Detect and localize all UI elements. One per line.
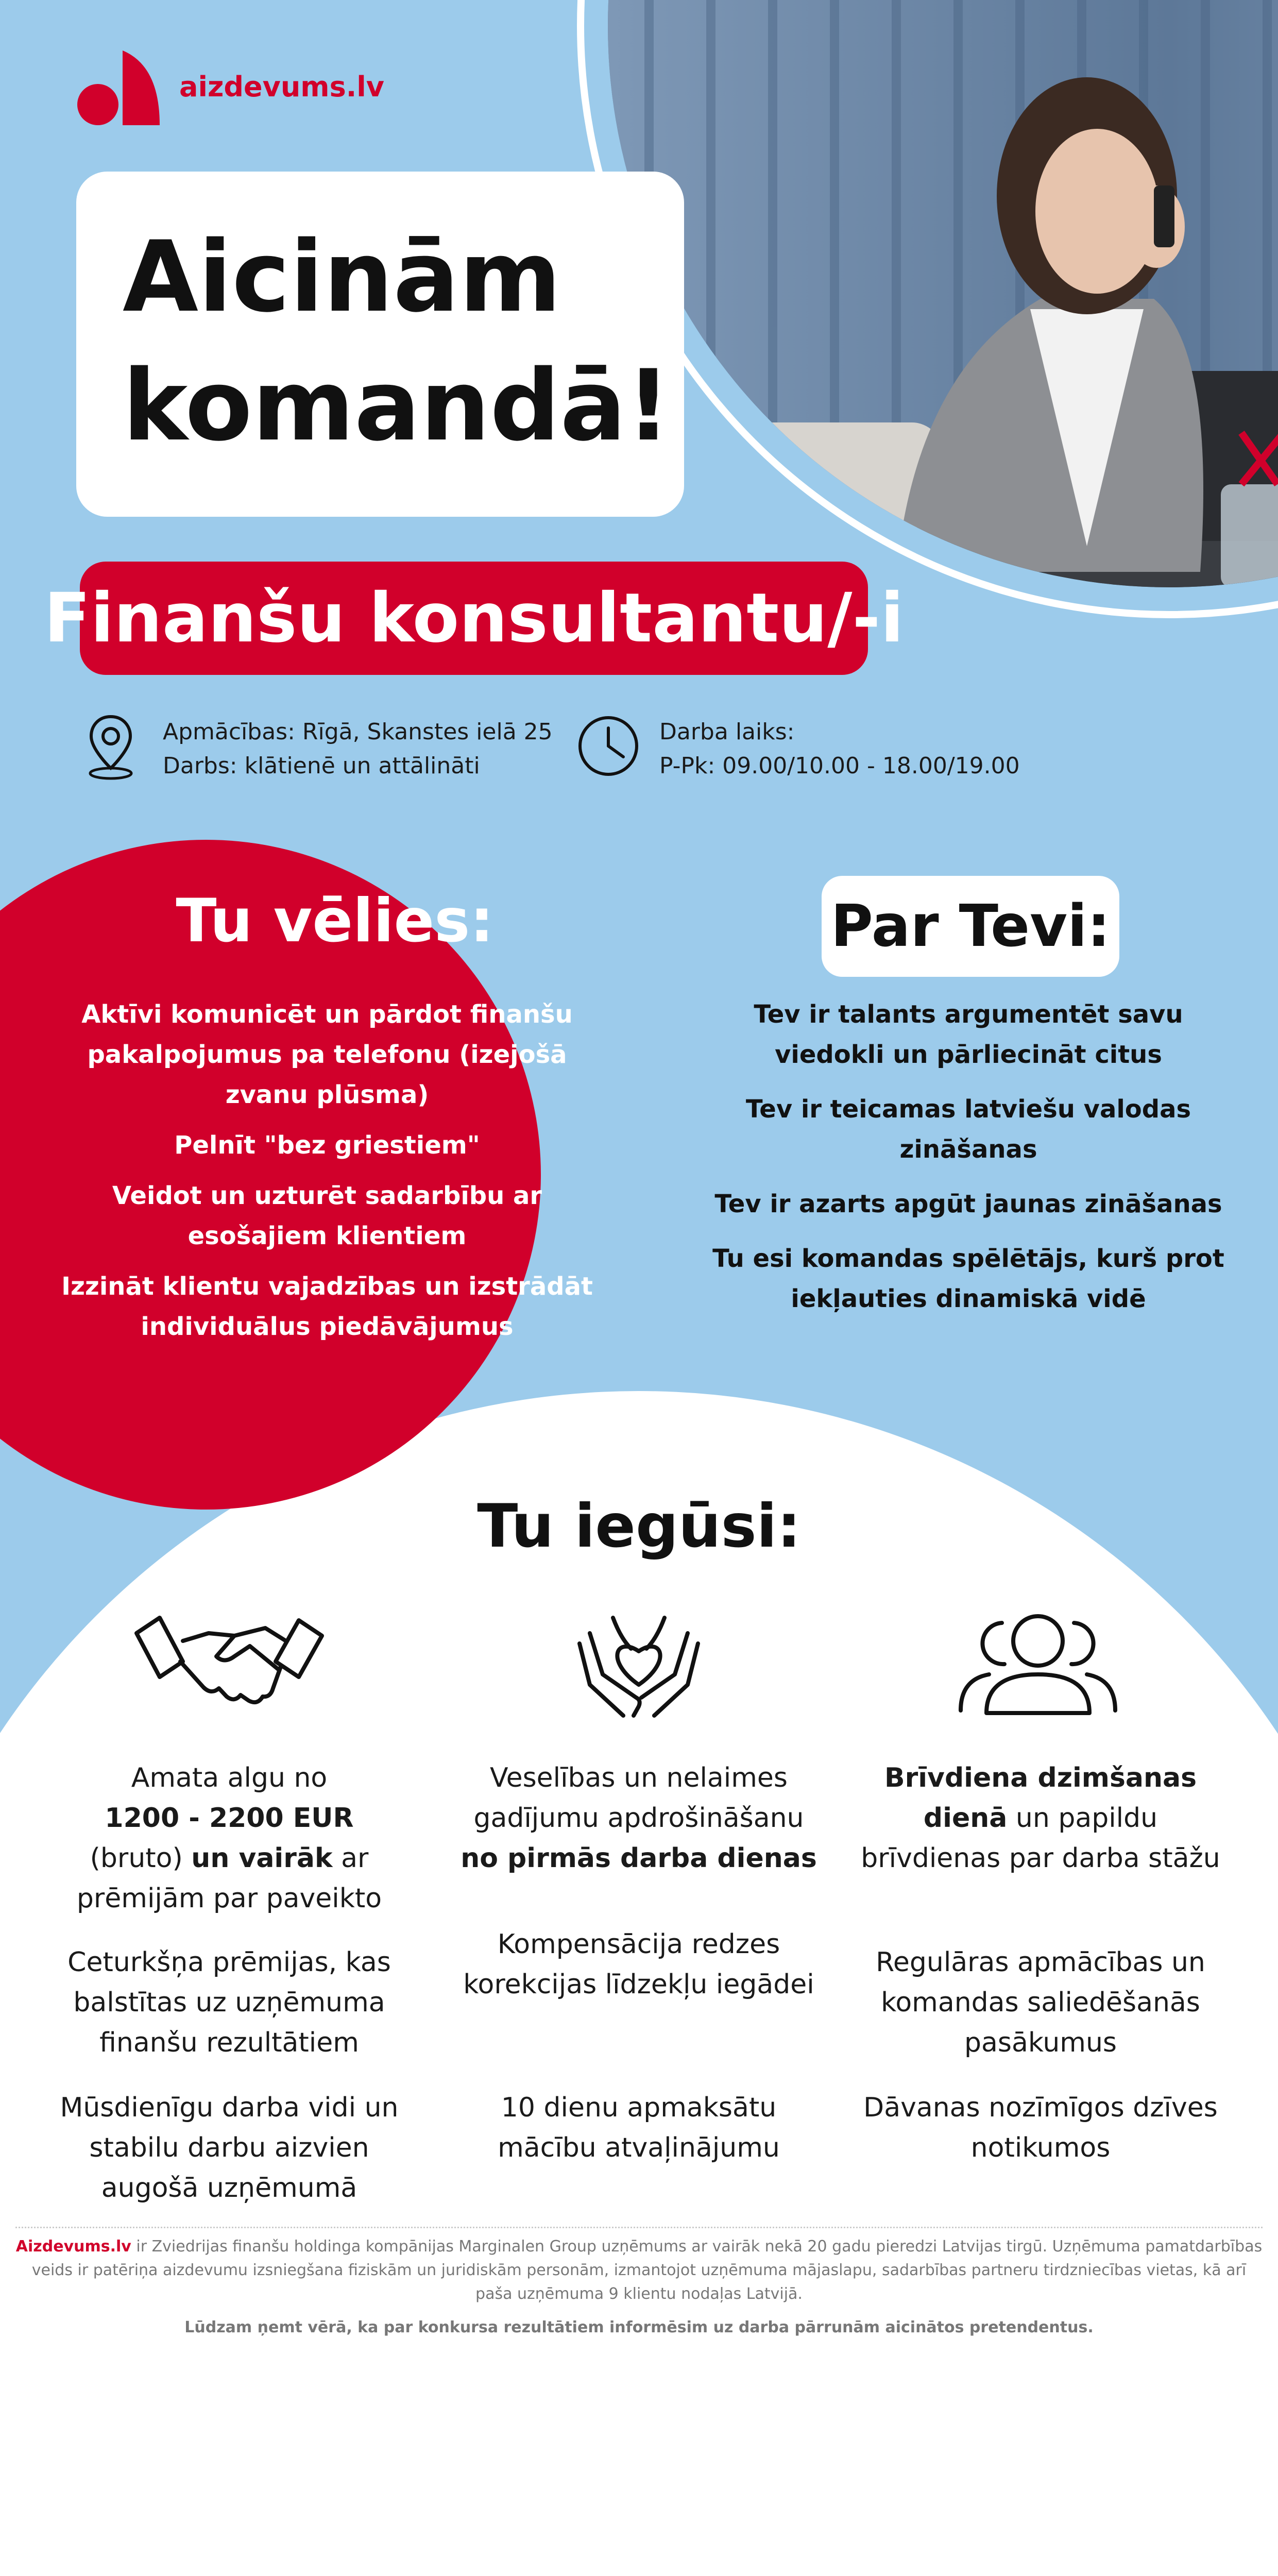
headline-line-1: Aicinām — [123, 220, 561, 334]
benefit-work-environment: Mūsdienīgu darba vidi un stabilu darbu aizvien augošā uzņēmumā — [60, 2092, 399, 2204]
location-info — [163, 715, 553, 783]
wants-item: Aktīvi komunicēt un pārdot finanšu pakalpojumus pa telefonu (izejošā zvanu plūsma) — [81, 1000, 573, 1109]
about-list — [695, 994, 1241, 1333]
benefit-insurance — [458, 1758, 819, 1878]
logo-text: aizdevums.lv — [179, 70, 384, 103]
benefit-study-leave: 10 dienu apmaksātu mācību atvaļinājumu — [498, 2092, 780, 2163]
hours-info — [659, 715, 1020, 783]
about-heading-box — [822, 876, 1119, 977]
role-banner — [44, 562, 904, 675]
clock-icon — [576, 714, 641, 778]
wants-list — [57, 994, 598, 1357]
birthday-text-b: un papildu brīvdienas par darba stāžu — [861, 1803, 1220, 1874]
hours-line-2: P-Pk: 09.00/10.00 - 18.00/19.00 — [659, 753, 1020, 779]
role-title: Finanšu konsultantu/-i — [44, 579, 904, 658]
team-icon — [956, 1607, 1120, 1716]
hours-line-1: Darba laiks: — [659, 719, 795, 745]
about-item: Tu esi komandas spēlētājs, kurš prot iekļauties dinamiskā vidē — [712, 1244, 1224, 1313]
salary-text-e: ar prēmijām par paveikto — [76, 1843, 382, 1914]
wants-item: Veidot un uzturēt sadarbību ar esošajiem klientiem — [112, 1181, 542, 1250]
benefit-birthday-leave — [860, 1758, 1221, 1878]
footer-note: Lūdzam ņemt vērā, ka par konkursa rezultātiem informēsim uz darba pārrunām aicinātos pretendentus. — [184, 2318, 1094, 2336]
location-line-1: Apmācības: Rīgā, Skanstes ielā 25 — [163, 719, 553, 745]
about-heading: Par Tevi: — [830, 893, 1111, 960]
brand-logo[interactable] — [77, 45, 384, 128]
footer-brand: Aizdevums.lv — [15, 2238, 131, 2256]
location-line-2: Darbs: klātienē un attālināti — [163, 753, 480, 779]
salary-text-c: (bruto) — [90, 1843, 183, 1874]
headline-line-2: komandā! — [123, 349, 671, 463]
about-item: Tev ir talants argumentēt savu viedokli un pārliecināt citus — [754, 1000, 1183, 1069]
benefit-salary — [49, 1758, 410, 1919]
insurance-text-b: no pirmās darba dienas — [461, 1843, 817, 1874]
woman-on-phone-photo — [608, 0, 1278, 587]
headline-box — [76, 172, 684, 517]
wants-item: Pelnīt "bez griestiem" — [174, 1131, 480, 1160]
footer-text — [15, 2235, 1263, 2306]
hands-heart-icon — [574, 1607, 703, 1721]
wants-item: Izzināt klientu vajadzības un izstrādāt individuālus piedāvājumus — [61, 1272, 593, 1341]
salary-range: 1200 - 2200 EUR — [105, 1803, 354, 1834]
salary-text-d: un vairāk — [191, 1843, 333, 1874]
benefit-quarterly-bonus: Ceturkšņa prēmijas, kas balstītas uz uzņēmuma finanšu rezultātiem — [67, 1947, 391, 2058]
gains-heading: Tu iegūsi: — [477, 1492, 801, 1561]
about-item: Tev ir teicamas latviešu valodas zināšanas — [745, 1095, 1191, 1164]
about-item: Tev ir azarts apgūt jaunas zināšanas — [714, 1190, 1222, 1218]
salary-text-a: Amata algu no — [131, 1762, 328, 1793]
benefit-vision-compensation: Kompensācija redzes korekcijas līdzekļu iegādei — [463, 1929, 814, 2000]
wants-heading: Tu vēlies: — [176, 886, 494, 956]
logo-mark-icon — [77, 45, 165, 128]
birthday-text-a: Brīvdiena dzimšanas dienā — [884, 1762, 1197, 1834]
handshake-icon — [131, 1605, 327, 1713]
location-pin-icon — [85, 713, 137, 782]
insurance-text-a: Veselības un nelaimes gadījumu apdrošināšanu — [473, 1762, 804, 1834]
footer-divider — [15, 2227, 1263, 2228]
benefit-gifts: Dāvanas nozīmīgos dzīves notikumos — [863, 2092, 1218, 2163]
footer-description: ir Zviedrijas finanšu holdinga kompānijas Marginalen Group uzņēmums ar vairāk nekā 20 gadu pieredzi Latvijas tirgū. Uzņēmuma pamatdarbības veids ir patēriņa aizdevumu izsniegšana fiziskām un juridiskām personām, izmantojot uzņēmuma mājaslapu, sadarbības partneru tirdzniecības vietas, kā arī paša uzņēmuma 9 klientu nodaļas Latvijā. — [31, 2238, 1263, 2303]
benefit-trainings: Regulāras apmācības un komandas saliedēšanās pasākumus — [876, 1947, 1205, 2058]
